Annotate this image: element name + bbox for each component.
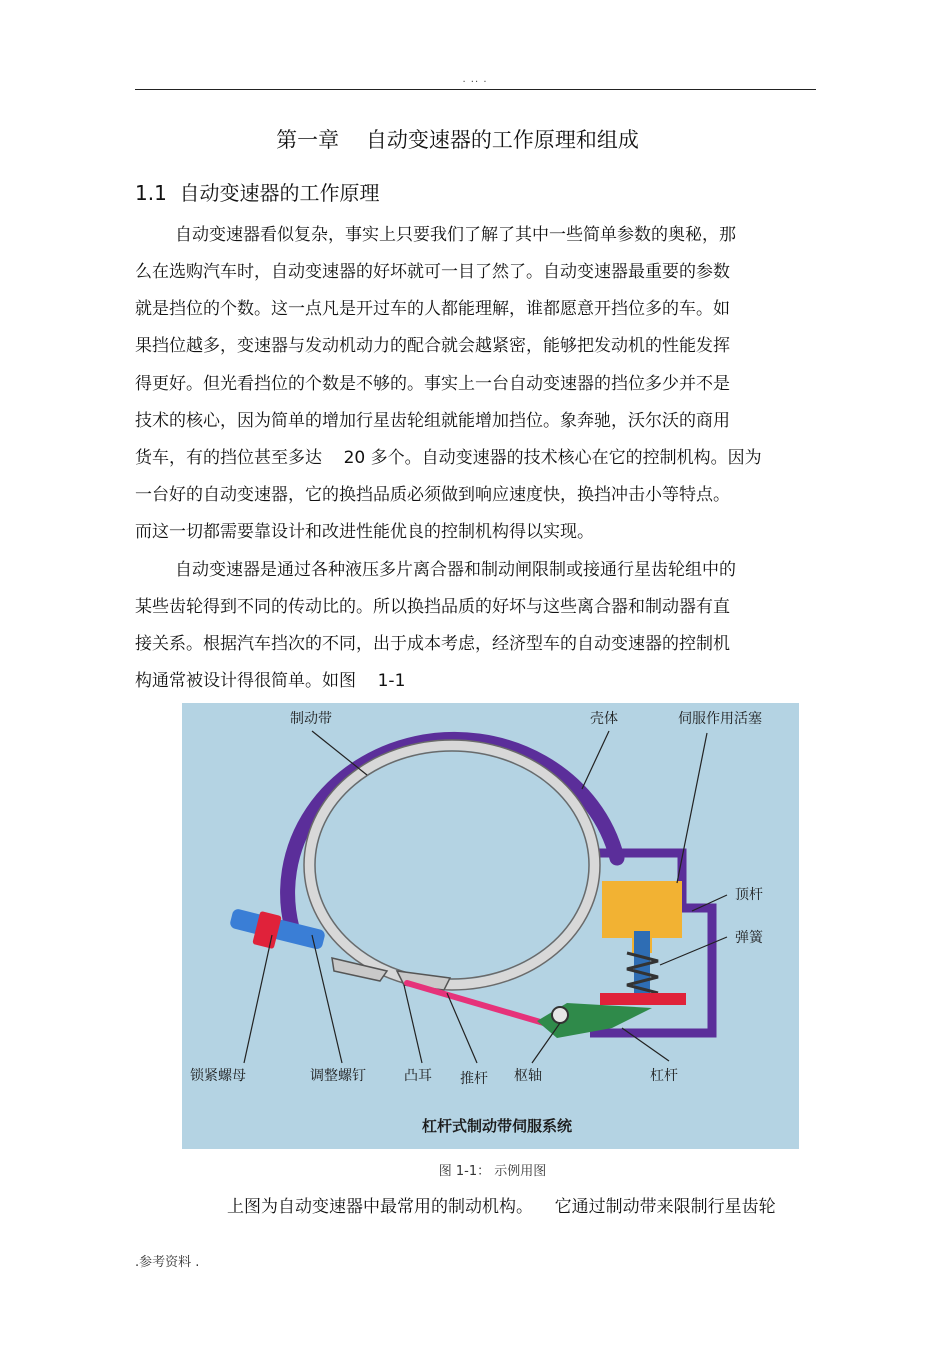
piston-plate — [600, 993, 686, 1005]
figure-title: 杠杆式制动带伺服系统 — [422, 1117, 573, 1135]
pivot-pin — [552, 1007, 568, 1023]
paragraph-line: 某些齿轮得到不同的传动比的。所以换挡品质的好坏与这些离合器和制动器有直 — [135, 597, 730, 617]
paragraph-line: 构通常被设计得很简单。如图 1-1 — [135, 671, 406, 691]
label-adjust-screw: 调整螺钉 — [310, 1068, 366, 1084]
paragraph-line: 么在选购汽车时，自动变速器的好坏就可一目了然了。自动变速器最重要的参数 — [135, 262, 730, 282]
paragraph-line: 就是挡位的个数。这一点凡是开过车的人都能理解，谁都愿意开挡位多的车。如 — [135, 299, 730, 319]
brake-band-figure — [182, 703, 799, 1149]
paragraph-line: 接关系。根据汽车挡次的不同，出于成本考虑，经济型车的自动变速器的控制机 — [135, 634, 730, 654]
page-footer: .参考资料 . — [135, 1255, 200, 1270]
paragraph-line: 一台好的自动变速器，它的换挡品质必须做到响应速度快，换挡冲击小等特点。 — [135, 485, 730, 505]
paragraph-line: 技术的核心，因为简单的增加行星齿轮组就能增加挡位。象奔驰，沃尔沃的商用 — [135, 411, 730, 431]
paragraph-line: 自动变速器看似复杂，事实上只要我们了解了其中一些简单参数的奥秘，那 — [175, 225, 736, 245]
label-push-rod: 推杆 — [460, 1071, 488, 1087]
label-housing: 壳体 — [590, 711, 618, 727]
paragraph-line: 货车，有的挡位甚至多达 20 多个。自动变速器的技术核心在它的控制机构。因为 — [135, 448, 762, 468]
brake-band-diagram — [182, 703, 799, 1149]
figure-caption: 图 1-1： 示例用图 — [438, 1164, 547, 1179]
header-mark: . .. . — [462, 74, 488, 85]
label-pivot: 枢轴 — [514, 1068, 542, 1084]
section-title: 1.1 自动变速器的工作原理 — [135, 181, 380, 205]
label-brake-band: 制动带 — [290, 711, 332, 727]
label-top-rod: 顶杆 — [735, 887, 763, 903]
chapter-title: 第一章 自动变速器的工作原理和组成 — [276, 128, 639, 152]
paragraph-line: 自动变速器是通过各种液压多片离合器和制动闸限制或接通行星齿轮组中的 — [175, 560, 736, 580]
label-spring: 弹簧 — [735, 930, 763, 946]
label-lever: 杠杆 — [650, 1068, 678, 1084]
paragraph-line: 而这一切都需要靠设计和改进性能优良的控制机构得以实现。 — [135, 522, 594, 542]
label-lock-nut: 锁紧螺母 — [190, 1068, 246, 1084]
label-servo-piston: 伺服作用活塞 — [678, 711, 762, 727]
paragraph-line: 得更好。但光看挡位的个数是不够的。事实上一台自动变速器的挡位多少并不是 — [135, 374, 730, 394]
header-rule — [135, 89, 816, 90]
label-lug: 凸耳 — [404, 1068, 432, 1084]
paragraph-line: 果挡位越多，变速器与发动机动力的配合就会越紧密，能够把发动机的性能发挥 — [135, 336, 730, 356]
paragraph-3-line: 上图为自动变速器中最常用的制动机构。 它通过制动带来限制行星齿轮 — [227, 1197, 776, 1217]
